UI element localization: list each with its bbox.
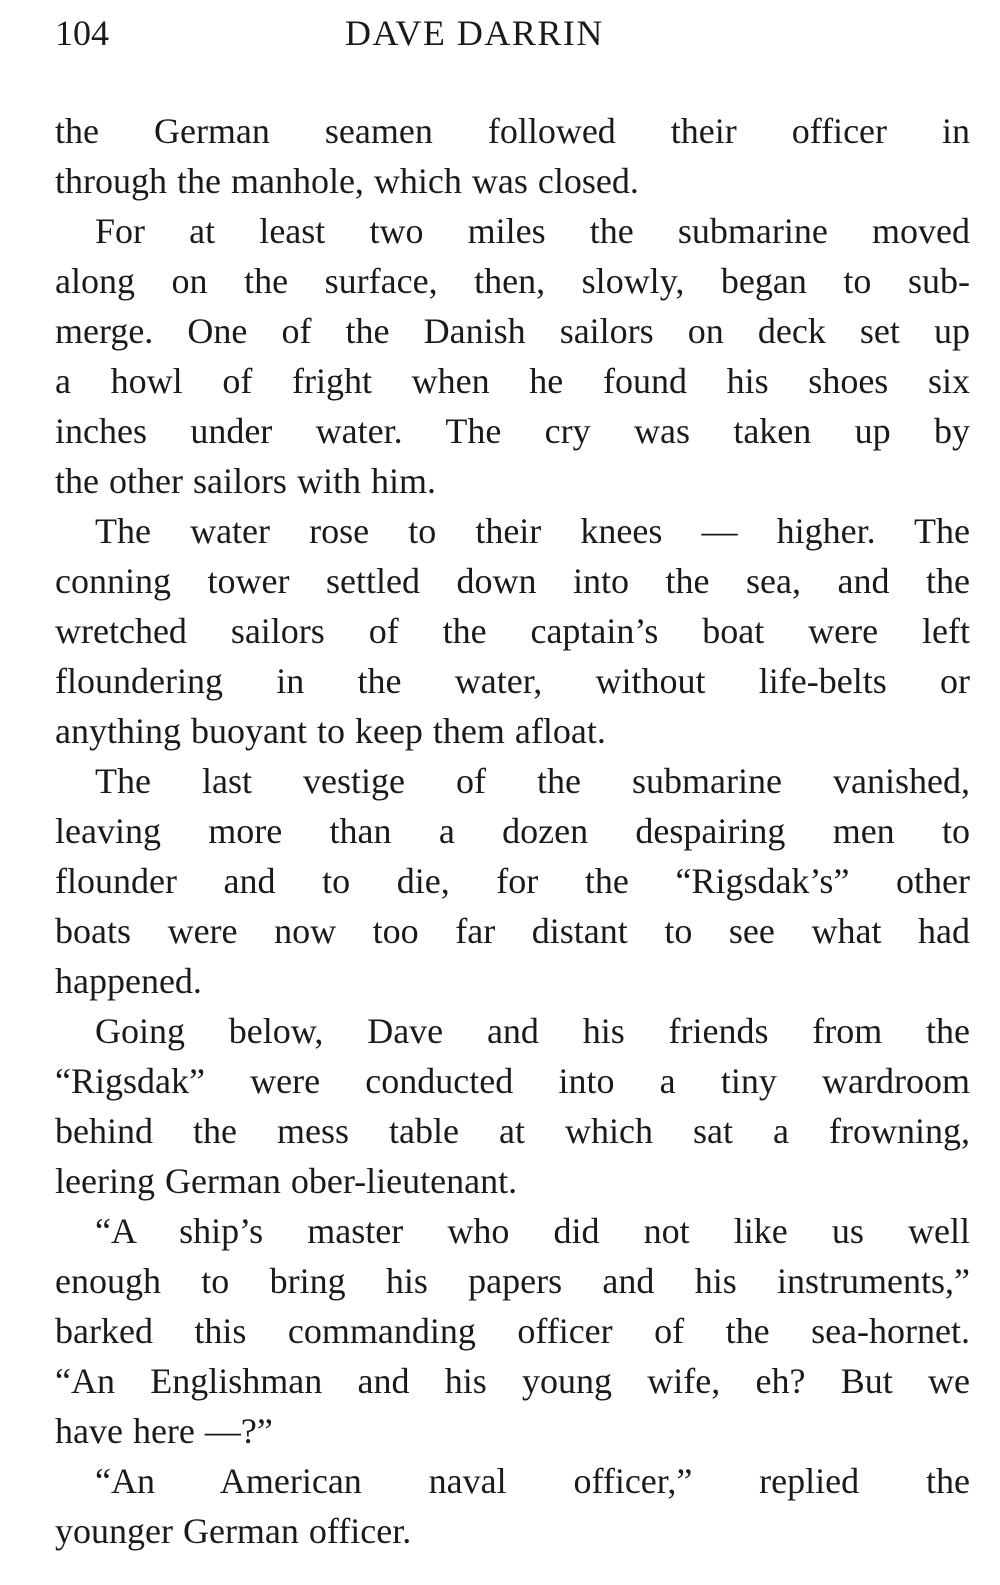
paragraph [55,1206,970,1456]
text-line: Going below, Dave and his friends from the [95,1011,970,1051]
text-line: “Rigsdak” were conducted into a tiny wardroom [55,1061,970,1101]
paragraph [55,1006,970,1206]
text-line: have here —?” [55,1411,273,1451]
text-line: along on the surface, then, slowly, began to sub- [55,261,970,301]
page-header [55,8,970,58]
text-line: The water rose to their knees — higher. The [95,511,970,551]
text-line: barked this commanding officer of the sea-hornet. [55,1311,970,1351]
paragraph [55,1456,970,1556]
text-line: behind the mess table at which sat a frowning, [55,1111,970,1151]
paragraph [55,506,970,756]
text-line: “A ship’s master who did not like us well [95,1211,970,1251]
paragraph [55,206,970,506]
text-line: the other sailors with him. [55,461,436,501]
text-line: The last vestige of the submarine vanished, [95,761,970,801]
text-line: For at least two miles the submarine moved [95,211,970,251]
text-line: “An Englishman and his young wife, eh? But we [55,1361,970,1401]
text-line: happened. [55,961,202,1001]
text-line: enough to bring his papers and his instruments,” [55,1261,970,1301]
text-line: leering German ober-lieutenant. [55,1161,518,1201]
running-head-title: DAVE DARRIN [345,13,604,53]
text-line: floundering in the water, without life-belts or [55,661,970,701]
text-line: through the manhole, which was closed. [55,161,639,201]
text-line: boats were now too far distant to see what had [55,911,970,951]
text-line: younger German officer. [55,1511,412,1551]
text-line: anything buoyant to keep them afloat. [55,711,606,751]
paragraph [55,106,970,206]
text-line: “An American naval officer,” replied the [95,1461,970,1501]
page-number: 104 [55,13,109,53]
text-line: the German seamen followed their officer in [55,111,970,151]
text-line: conning tower settled down into the sea, and the [55,561,970,601]
body-text [55,106,970,1556]
text-line: leaving more than a dozen despairing men to [55,811,970,851]
text-line: wretched sailors of the captain’s boat were left [55,611,970,651]
text-line: merge. One of the Danish sailors on deck set up [55,311,970,351]
text-line: inches under water. The cry was taken up by [55,411,970,451]
text-line: flounder and to die, for the “Rigsdak’s” other [55,861,970,901]
paragraph [55,756,970,1006]
text-line: a howl of fright when he found his shoes six [55,361,970,401]
